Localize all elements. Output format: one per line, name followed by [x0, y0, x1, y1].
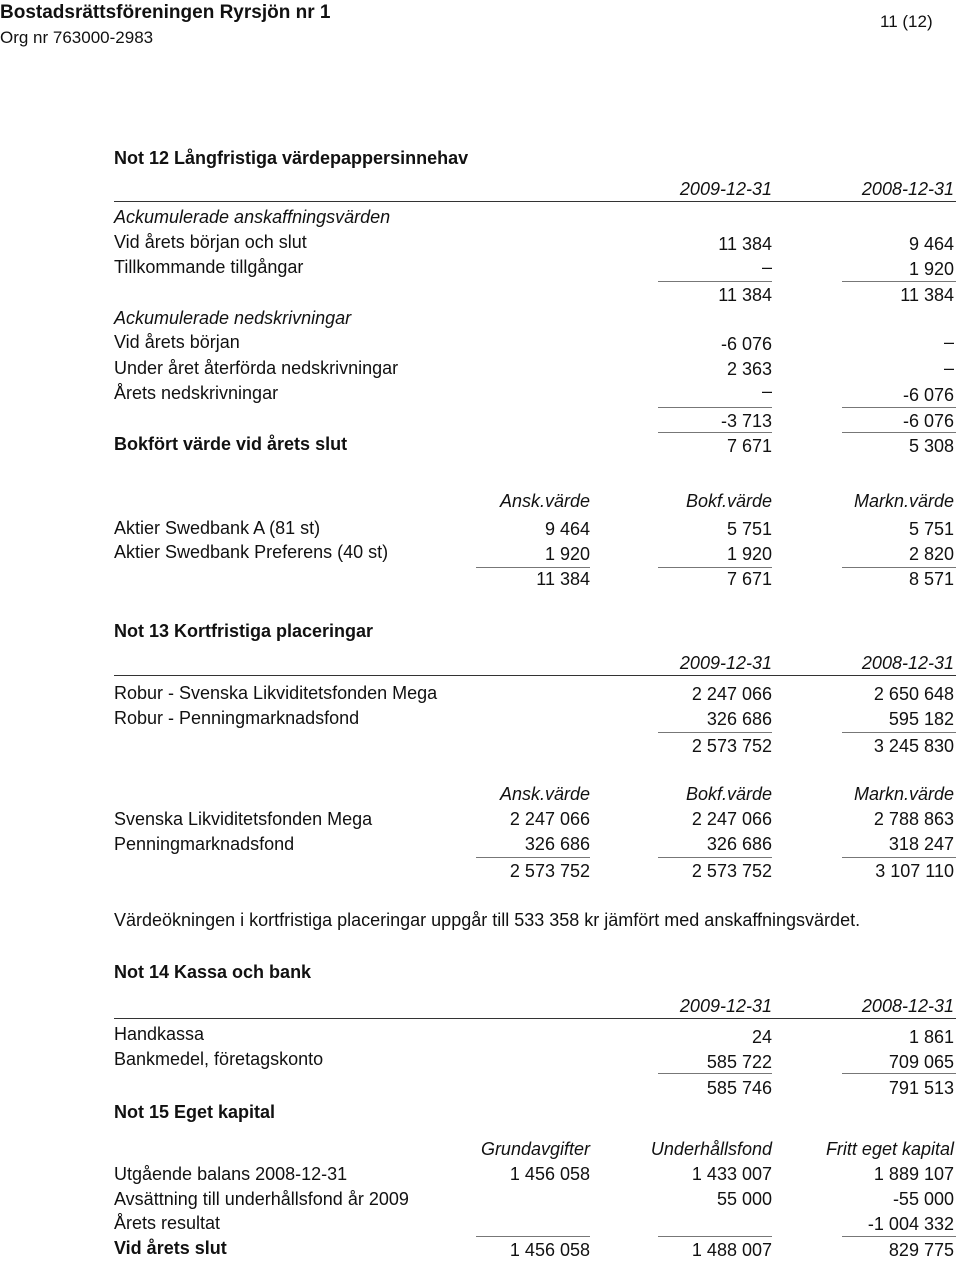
sum-line — [842, 432, 956, 433]
value-markn: 318 247 — [888, 834, 954, 854]
sum-line — [476, 1236, 590, 1237]
value-2008: 5 308 — [908, 436, 954, 456]
sum-line — [842, 857, 956, 858]
note-14-title: Not 14 Kassa och bank — [114, 962, 312, 982]
divider — [114, 675, 956, 676]
value-2008: -6 076 — [902, 385, 954, 405]
note-13-title: Not 13 Kortfristiga placeringar — [114, 621, 374, 641]
row-label: Utgående balans 2008-12-31 — [114, 1164, 348, 1184]
value-2008: 1 920 — [908, 259, 954, 279]
note-12-col-2009: 2009-12-31 — [679, 179, 772, 199]
row-label: Svenska Likviditetsfonden Mega — [114, 809, 373, 829]
value-2009: 585 722 — [706, 1052, 772, 1072]
value-2009: – — [761, 257, 772, 277]
value-bokf: 2 573 752 — [691, 861, 772, 881]
note-12-title: Not 12 Långfristiga värdepappersinnehav — [114, 148, 469, 168]
sum-line — [842, 1073, 956, 1074]
divider — [114, 1018, 956, 1019]
value-2009: 7 671 — [726, 436, 772, 456]
row-label: Handkassa — [114, 1024, 205, 1044]
value-bokf: 2 247 066 — [691, 809, 772, 829]
value-2008: 1 861 — [908, 1027, 954, 1047]
row-label: Årets resultat — [114, 1213, 221, 1233]
value-markn: 5 751 — [908, 519, 954, 539]
sum-line — [658, 857, 772, 858]
value-2009: 326 686 — [706, 709, 772, 729]
col-bokf-varde: Bokf.värde — [685, 784, 772, 804]
row-label: Vid årets slut — [114, 1238, 227, 1258]
value-markn: 2 820 — [908, 544, 954, 564]
value-2009: 2 363 — [726, 359, 772, 379]
value-2008: -6 076 — [902, 411, 954, 431]
note-14-col-2008: 2008-12-31 — [861, 996, 954, 1016]
sum-line — [476, 857, 590, 858]
row-label: Bokfört värde vid årets slut — [114, 434, 348, 454]
value-2008: 9 464 — [908, 234, 954, 254]
row-label: Vid årets början — [114, 332, 240, 352]
row-label: Aktier Swedbank Preferens (40 st) — [114, 542, 389, 562]
row-label: Robur - Penningmarknadsfond — [114, 708, 360, 728]
col-markn-varde: Markn.värde — [853, 784, 954, 804]
sum-line — [658, 407, 772, 408]
note-14-col-2009: 2009-12-31 — [679, 996, 772, 1016]
value-markn: 2 788 863 — [873, 809, 954, 829]
value-markn: 8 571 — [908, 569, 954, 589]
sum-line — [658, 1236, 772, 1237]
value-2009: 24 — [751, 1027, 772, 1047]
row-label: Ackumulerade nedskrivningar — [114, 308, 352, 328]
value-2009: 11 384 — [718, 285, 772, 305]
note-13-col-2008: 2008-12-31 — [861, 653, 954, 673]
row-label: Aktier Swedbank A (81 st) — [114, 518, 321, 538]
col-bokf-varde: Bokf.värde — [685, 491, 772, 511]
col-markn-varde: Markn.värde — [853, 491, 954, 511]
value-2009: – — [761, 381, 772, 401]
value-bokf: 5 751 — [726, 519, 772, 539]
sum-line — [658, 281, 772, 282]
value-2008: 3 245 830 — [873, 736, 954, 756]
value-2009: 2 247 066 — [691, 684, 772, 704]
row-label: Ackumulerade anskaffningsvärden — [114, 207, 391, 227]
value-grundavgifter: 1 456 058 — [509, 1164, 590, 1184]
sum-line — [658, 1073, 772, 1074]
value-ansk: 2 247 066 — [509, 809, 590, 829]
col-ansk-varde: Ansk.värde — [499, 491, 590, 511]
value-2009: -6 076 — [720, 334, 772, 354]
value-increase-note: Värdeökningen i kortfristiga placeringar uppgår till 533 358 kr jämfört med anskaffningsvärdet. — [114, 910, 861, 930]
sum-line — [658, 732, 772, 733]
row-label: Årets nedskrivningar — [114, 383, 279, 403]
value-ansk: 2 573 752 — [509, 861, 590, 881]
value-underhallsfond: 1 488 007 — [691, 1240, 772, 1260]
row-label: Penningmarknadsfond — [114, 834, 295, 854]
note-13-col-2009: 2009-12-31 — [679, 653, 772, 673]
value-underhallsfond: 55 000 — [716, 1189, 772, 1209]
col-ansk-varde: Ansk.värde — [499, 784, 590, 804]
note-15-title: Not 15 Eget kapital — [114, 1102, 276, 1122]
row-label: Robur - Svenska Likviditetsfonden Mega — [114, 683, 438, 703]
value-underhallsfond: 1 433 007 — [691, 1164, 772, 1184]
row-label: Vid årets början och slut — [114, 232, 307, 252]
value-2009: 585 746 — [706, 1078, 772, 1098]
page-number: 11 (12) — [880, 12, 933, 31]
value-bokf: 326 686 — [706, 834, 772, 854]
sum-line — [842, 732, 956, 733]
sum-line — [842, 1236, 956, 1237]
sum-line — [842, 281, 956, 282]
value-2009: -3 713 — [720, 411, 772, 431]
value-bokf: 1 920 — [726, 544, 772, 564]
row-label: Under året återförda nedskrivningar — [114, 358, 399, 378]
divider — [114, 201, 956, 202]
sum-line — [658, 432, 772, 433]
row-label: Tillkommande tillgångar — [114, 257, 304, 277]
value-fritt: 1 889 107 — [873, 1164, 954, 1184]
sum-line — [842, 407, 956, 408]
col-grundavgifter: Grundavgifter — [480, 1139, 590, 1159]
value-ansk: 11 384 — [536, 569, 590, 589]
value-2008: 595 182 — [888, 709, 954, 729]
value-2008: 791 513 — [888, 1078, 954, 1098]
value-2008: – — [943, 332, 954, 352]
value-2008: – — [943, 358, 954, 378]
value-2008: 2 650 648 — [873, 684, 954, 704]
value-2008: 11 384 — [900, 285, 954, 305]
value-markn: 3 107 110 — [875, 861, 954, 881]
value-fritt: -1 004 332 — [867, 1214, 954, 1234]
value-2009: 11 384 — [718, 234, 772, 254]
value-bokf: 7 671 — [726, 569, 772, 589]
value-ansk: 9 464 — [544, 519, 590, 539]
value-fritt: 829 775 — [888, 1240, 954, 1260]
col-underhallsfond: Underhållsfond — [650, 1139, 772, 1159]
value-ansk: 326 686 — [524, 834, 590, 854]
value-fritt: -55 000 — [892, 1189, 954, 1209]
org-name: Bostadsrättsföreningen Ryrsjön nr 1 — [0, 2, 331, 23]
col-fritt-eget-kapital: Fritt eget kapital — [825, 1139, 954, 1159]
row-label: Bankmedel, företagskonto — [114, 1049, 324, 1069]
value-ansk: 1 920 — [544, 544, 590, 564]
note-12-col-2008: 2008-12-31 — [861, 179, 954, 199]
value-grundavgifter: 1 456 058 — [509, 1240, 590, 1260]
org-number: Org nr 763000-2983 — [0, 28, 154, 47]
value-2008: 709 065 — [888, 1052, 954, 1072]
value-2009: 2 573 752 — [691, 736, 772, 756]
row-label: Avsättning till underhållsfond år 2009 — [114, 1189, 409, 1209]
